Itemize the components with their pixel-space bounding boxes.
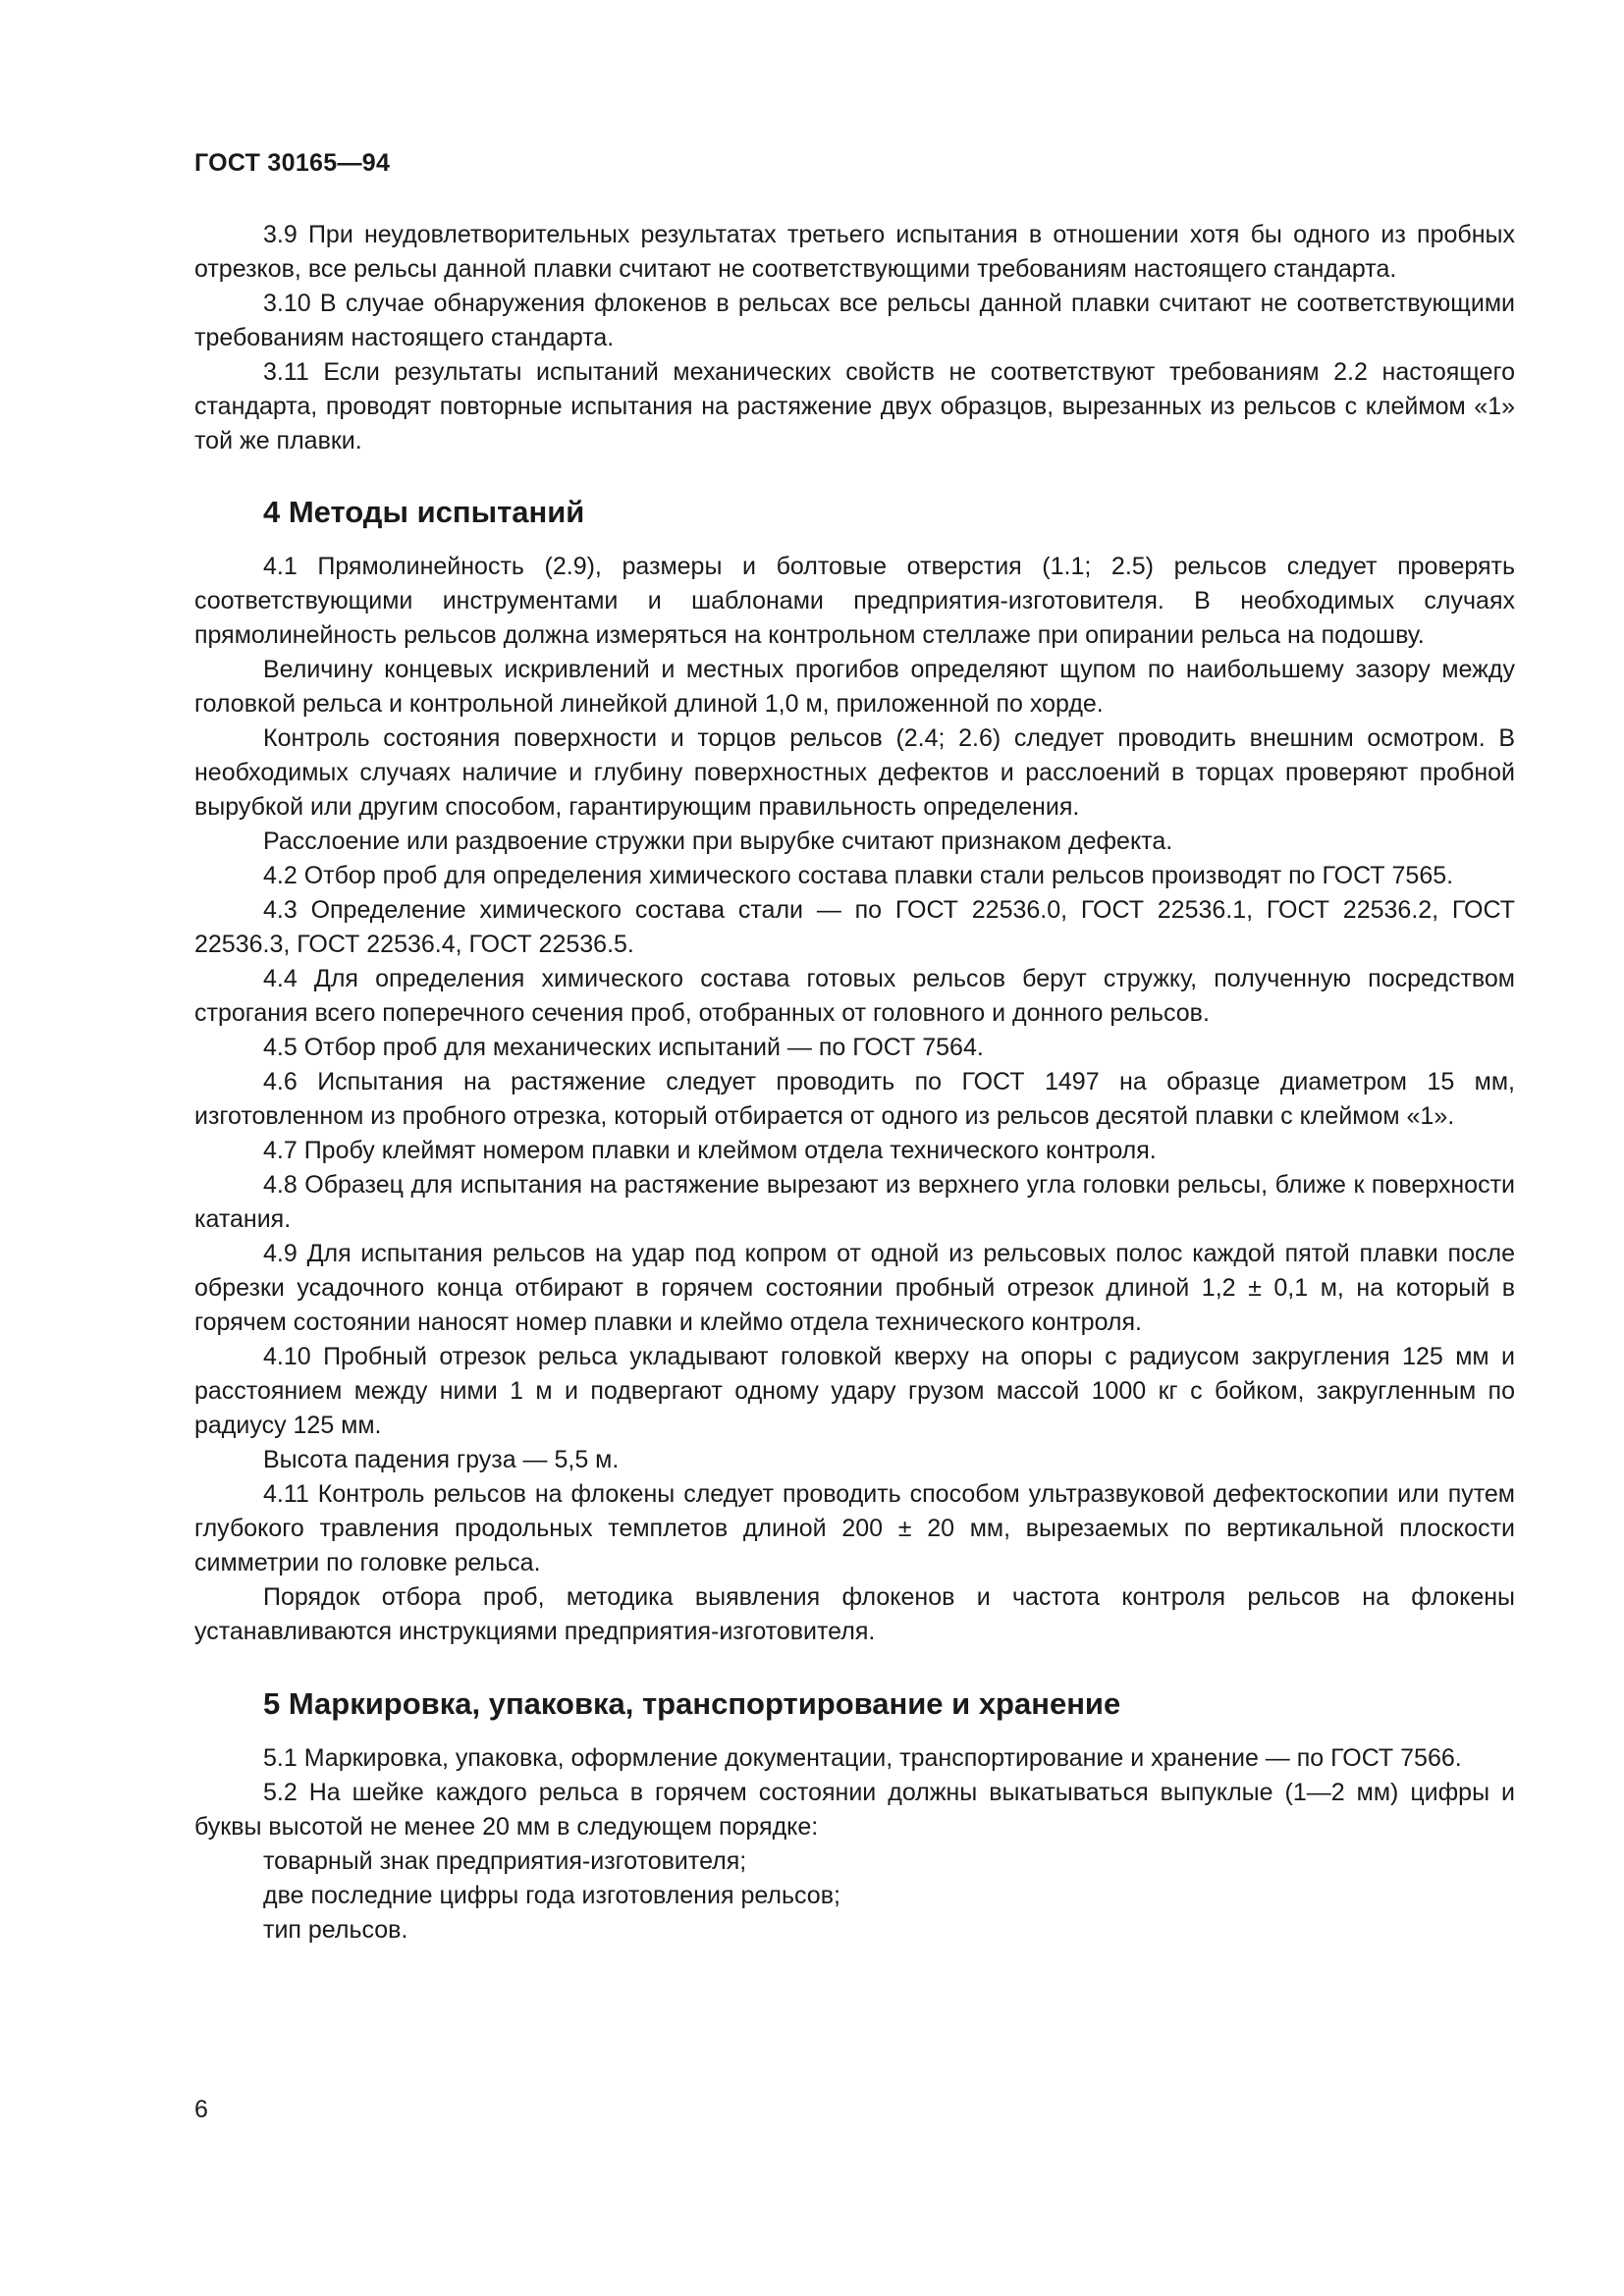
clause-3-11: 3.11 Если результаты испытаний механических свойств не соответствуют требованиям 2.2 настоящего стандарта, проводят повторные испытания на растяжение двух образцов, вырезанных из рельсов с клеймом «1» той же плавки. (194, 358, 1515, 454)
marking-item-trademark: товарный знак предприятия-изготовителя; (263, 1847, 747, 1875)
marking-item-year: две последние цифры года изготовления рельсов; (263, 1882, 840, 1909)
document-body (194, 218, 1515, 1948)
clause-4-7: 4.7 Пробу клеймят номером плавки и клеймом отдела технического контроля. (263, 1137, 1157, 1164)
clause-4-1-surface: Контроль состояния поверхности и торцов рельсов (2.4; 2.6) следует проводить внешним осмотром. В необходимых случаях наличие и глубину поверхностных дефектов и расслоений в торцах проверяют пробной вырубкой или другим способом, гарантирующим правильность определения. (194, 724, 1515, 821)
clause-4-1-curvature: Величину концевых искривлений и местных прогибов определяют щупом по наибольшему зазору между головкой рельса и контрольной линейкой длиной 1,0 м, приложенной по хорде. (194, 656, 1515, 718)
clause-4-6: 4.6 Испытания на растяжение следует проводить по ГОСТ 1497 на образце диаметром 15 мм, изготовленном из пробного отрезка, который отбирается от одного из рельсов десятой плавки с клеймом «1». (194, 1068, 1515, 1130)
page-number: 6 (194, 2096, 208, 2123)
marking-item-rail-type: тип рельсов. (263, 1916, 408, 1944)
clause-4-1-defect: Расслоение или раздвоение стружки при вырубке считают признаком дефекта. (263, 828, 1173, 855)
clause-5-1: 5.1 Маркировка, упаковка, оформление документации, транспортирование и хранение — по ГОСТ 7566. (263, 1744, 1462, 1772)
section-5-heading: 5 Маркировка, упаковка, транспортирование и хранение (263, 1686, 1121, 1721)
clause-4-8: 4.8 Образец для испытания на растяжение вырезают из верхнего угла головки рельсы, ближе к поверхности катания. (194, 1171, 1515, 1233)
section-4-heading: 4 Методы испытаний (263, 495, 585, 529)
clause-4-4: 4.4 Для определения химического состава готовых рельсов берут стружку, полученную посредством строгания всего поперечного сечения проб, отобранных от головного и донного рельсов. (194, 965, 1515, 1027)
clause-4-1: 4.1 Прямолинейность (2.9), размеры и болтовые отверстия (1.1; 2.5) рельсов следует проверять соответствующими инструментами и шаблонами предприятия-изготовителя. В необходимых случаях прямолинейность рельсов должна измеряться на контрольном стеллаже при опирании рельса на подошву. (194, 553, 1515, 649)
clause-4-10-drop-height: Высота падения груза — 5,5 м. (263, 1446, 620, 1473)
clause-3-9: 3.9 При неудовлетворительных результатах третьего испытания в отношении хотя бы одного из пробных отрезков, все рельсы данной плавки считают не соответствующими требованиям настоящего стандарта. (194, 221, 1515, 283)
clause-4-11: 4.11 Контроль рельсов на флокены следует проводить способом ультразвуковой дефектоскопии или путем глубокого травления продольных темплетов длиной 200 ± 20 мм, вырезаемых по вертикальной плоскости симметрии по головке рельса. (194, 1480, 1515, 1576)
clause-4-9: 4.9 Для испытания рельсов на удар под копром от одной из рельсовых полос каждой пятой плавки после обрезки усадочного конца отбирают в горячем состоянии пробный отрезок длиной 1,2 ± 0,1 м, на который в горячем состоянии наносят номер плавки и клеймо отдела технического контроля. (194, 1240, 1515, 1336)
clause-3-10: 3.10 В случае обнаружения флокенов в рельсах все рельсы данной плавки считают не соответствующими требованиям настоящего стандарта. (194, 290, 1515, 351)
clause-4-2: 4.2 Отбор проб для определения химического состава плавки стали рельсов производят по ГОСТ 7565. (263, 862, 1454, 889)
clause-4-5: 4.5 Отбор проб для механических испытаний — по ГОСТ 7564. (263, 1034, 984, 1061)
clause-4-10: 4.10 Пробный отрезок рельса укладывают головкой кверху на опоры с радиусом закругления 125 мм и расстоянием между ними 1 м и подвергают одному удару грузом массой 1000 кг с бойком, закругленным по радиусу 125 мм. (194, 1343, 1515, 1439)
clause-4-11-procedure: Порядок отбора проб, методика выявления флокенов и частота контроля рельсов на флокены устанавливаются инструкциями предприятия-изготовителя. (194, 1583, 1515, 1645)
clause-4-3: 4.3 Определение химического состава стали — по ГОСТ 22536.0, ГОСТ 22536.1, ГОСТ 22536.2, ГОСТ 22536.3, ГОСТ 22536.4, ГОСТ 22536.5. (194, 896, 1515, 958)
clause-5-2: 5.2 На шейке каждого рельса в горячем состоянии должны выкатываться выпуклые (1—2 мм) цифры и буквы высотой не менее 20 мм в следующем порядке: (194, 1779, 1515, 1841)
document-code-header: ГОСТ 30165—94 (194, 149, 391, 177)
